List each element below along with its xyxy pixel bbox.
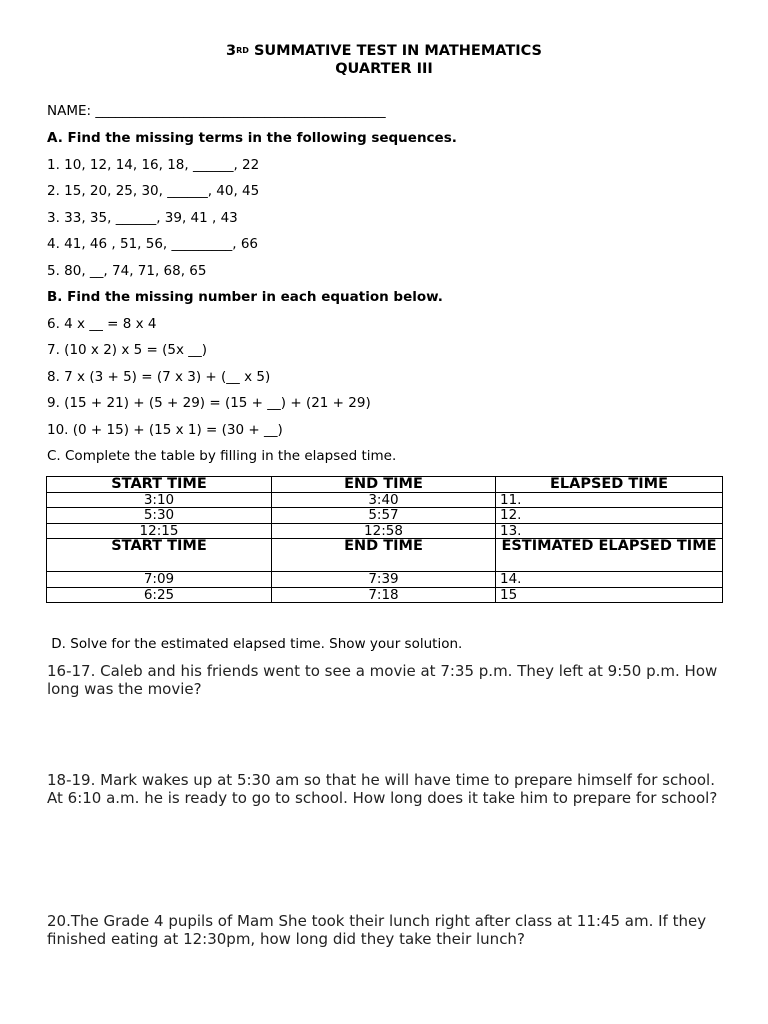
header-elapsed-time: ELAPSED TIME <box>496 477 723 493</box>
elapsed-time-cell: 11. <box>496 492 723 508</box>
elapsed-time-table <box>46 476 723 603</box>
section-b-item: 7. (10 x 2) x 5 = (5x __) <box>47 342 208 358</box>
header-estimated-elapsed-time: ESTIMATED ELAPSED TIME <box>496 539 723 572</box>
word-problem: 20.The Grade 4 pupils of Mam She took their lunch right after class at 11:45 am. If they finished eating at 12:30pm, how long did they take their lunch? <box>47 912 707 948</box>
section-b-heading: B. Find the missing number in each equation below. <box>47 289 443 305</box>
header-start-time: START TIME <box>47 477 272 493</box>
elapsed-time-cell: 15 <box>496 587 723 603</box>
section-b-item: 8. 7 x (3 + 5) = (7 x 3) + (__ x 5) <box>47 369 271 385</box>
section-b-item: 6. 4 x __ = 8 x 4 <box>47 316 157 332</box>
end-time-cell: 3:40 <box>272 492 496 508</box>
section-a-item: 5. 80, __, 74, 71, 68, 65 <box>47 263 207 279</box>
table-header-row <box>47 539 723 572</box>
end-time-cell: 5:57 <box>272 508 496 524</box>
end-time-cell: 7:39 <box>272 572 496 588</box>
section-a-item: 4. 41, 46 , 51, 56, _________, 66 <box>47 236 259 252</box>
word-problem: 18-19. Mark wakes up at 5:30 am so that he will have time to prepare himself for school. At 6:10 a.m. he is ready to go to school. How long does it take him to prepare for school? <box>47 771 718 807</box>
test-title <box>0 43 768 60</box>
table-header-row <box>47 477 723 493</box>
end-time-cell: 7:18 <box>272 587 496 603</box>
start-time-cell: 7:09 <box>47 572 272 588</box>
table-row <box>47 572 723 588</box>
table-row <box>47 492 723 508</box>
start-time-cell: 5:30 <box>47 508 272 524</box>
title-rest: SUMMATIVE TEST IN MATHEMATICS <box>248 43 542 59</box>
section-a-item: 1. 10, 12, 14, 16, 18, ______, 22 <box>47 157 260 173</box>
table-row <box>47 587 723 603</box>
section-a-item: 3. 33, 35, ______, 39, 41 , 43 <box>47 210 238 226</box>
section-b-item: 10. (0 + 15) + (15 x 1) = (30 + __) <box>47 422 283 438</box>
test-subtitle: QUARTER III <box>335 61 433 77</box>
name-field-line: NAME: ___________________________________________ <box>47 103 386 119</box>
header-start-time: START TIME <box>47 539 272 572</box>
start-time-cell: 3:10 <box>47 492 272 508</box>
table-row <box>47 508 723 524</box>
section-c-heading: C. Complete the table by filling in the elapsed time. <box>47 448 397 464</box>
section-d-heading: D. Solve for the estimated elapsed time. Show your solution. <box>47 636 463 652</box>
header-end-time: END TIME <box>272 477 496 493</box>
title-superscript: RD <box>236 46 249 55</box>
end-time-cell: 12:58 <box>272 523 496 539</box>
section-a-heading: A. Find the missing terms in the following sequences. <box>47 130 457 146</box>
table-row <box>47 523 723 539</box>
section-b-item: 9. (15 + 21) + (5 + 29) = (15 + __) + (21 + 29) <box>47 395 371 411</box>
elapsed-time-cell: 13. <box>496 523 723 539</box>
start-time-cell: 12:15 <box>47 523 272 539</box>
start-time-cell: 6:25 <box>47 587 272 603</box>
header-end-time: END TIME <box>272 539 496 572</box>
elapsed-time-cell: 12. <box>496 508 723 524</box>
title-prefix: 3 <box>226 43 237 59</box>
elapsed-time-cell: 14. <box>496 572 723 588</box>
word-problem: 16-17. Caleb and his friends went to see a movie at 7:35 p.m. They left at 9:50 p.m. How long was the movie? <box>47 662 718 698</box>
section-a-item: 2. 15, 20, 25, 30, ______, 40, 45 <box>47 183 260 199</box>
